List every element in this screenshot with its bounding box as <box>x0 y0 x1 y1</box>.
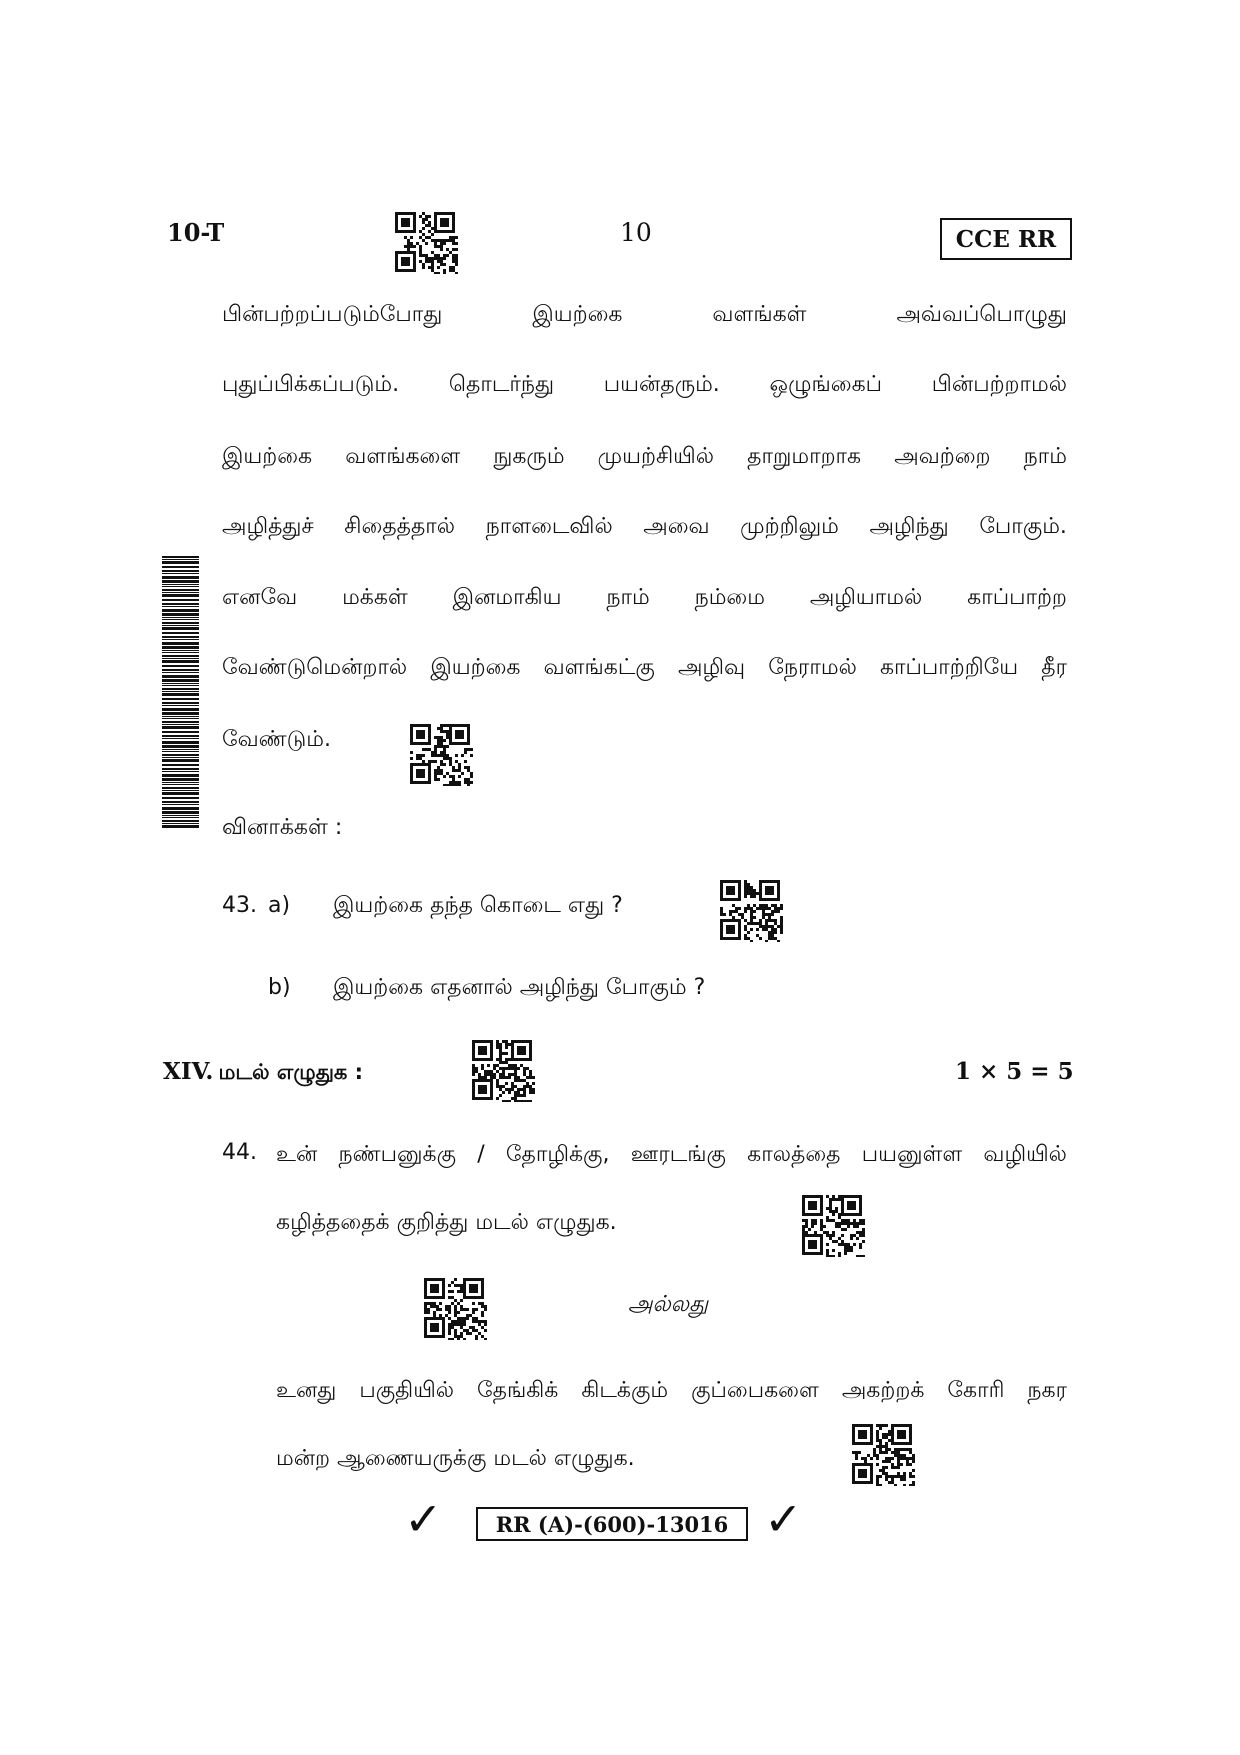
passage-word: நுகரும் <box>493 444 565 469</box>
footer-code: RR (A)-(600)-13016 <box>476 1507 748 1541</box>
passage-word: அவை <box>643 514 710 539</box>
question-word: நண்பனுக்கு <box>338 1142 457 1167</box>
passage-word: இயற்கை <box>430 655 521 680</box>
passage-word: முற்றிலும் <box>740 514 839 539</box>
section-marks: 1 × 5 = 5 <box>955 1058 1074 1085</box>
passage-word: நேராமல் <box>768 655 857 680</box>
passage-word: வளங்களை <box>345 444 461 469</box>
passage-word: தாறுமாறாக <box>747 444 862 469</box>
question-word: குப்பைகளை <box>691 1378 819 1403</box>
section-title: மடல் எழுதுக : <box>218 1060 364 1084</box>
question-43a-text: இயற்கை தந்த கொடை எது ? <box>333 893 623 918</box>
check-mark-icon: ✓ <box>404 1492 443 1546</box>
passage-word: பின்பற்றப்படும்போது <box>222 302 443 327</box>
question-word: தேங்கிக் <box>477 1378 559 1403</box>
question-word: அகற்றக் <box>841 1378 925 1403</box>
passage-word: தீர <box>1041 655 1067 680</box>
questions-heading: வினாக்கள் : <box>222 815 343 840</box>
question-word: / <box>477 1142 485 1167</box>
passage-word: இயற்கை <box>222 444 313 469</box>
qr-code-icon <box>410 724 474 786</box>
passage-word: இயற்கை <box>532 302 623 327</box>
section-numeral: XIV. <box>163 1058 214 1085</box>
question-word: காலத்தை <box>747 1142 841 1167</box>
passage-word: ஒழுங்கைப் <box>769 372 883 397</box>
question-43b-text: இயற்கை எதனால் அழிந்து போகும் ? <box>333 975 706 1000</box>
qr-code-icon <box>720 880 784 942</box>
passage-line <box>222 300 1067 330</box>
question-44-alt-line: மன்ற ஆணையருக்கு மடல் எழுதுக. <box>276 1446 635 1471</box>
paper-code: 10-T <box>167 218 225 247</box>
passage-word: அவற்றை <box>894 444 991 469</box>
passage-word: அழியாமல் <box>809 585 923 610</box>
question-word: உன் <box>276 1142 318 1167</box>
passage-line <box>222 653 1067 683</box>
question-number: 43. <box>222 893 257 918</box>
passage-word: புதுப்பிக்கப்படும். <box>222 372 400 397</box>
passage-word: மக்கள் <box>342 585 408 610</box>
passage-word: தொடர்ந்து <box>448 372 555 397</box>
passage-word: முயற்சியில் <box>597 444 715 469</box>
passage-last-line: வேண்டும். <box>222 727 332 752</box>
passage-word: இனமாகிய <box>452 585 562 610</box>
passage-word: அழித்துச் <box>222 514 314 539</box>
passage-word: அழிவு <box>677 655 746 680</box>
passage-word: நாம் <box>606 585 650 610</box>
question-word: நகர <box>1027 1378 1067 1403</box>
option-label: a) <box>268 893 291 918</box>
passage-word: அவ்வப்பொழுது <box>896 302 1067 327</box>
qr-code-icon <box>395 212 459 274</box>
qr-code-icon <box>852 1424 916 1486</box>
passage-word: வளங்கட்கு <box>543 655 655 680</box>
question-word: ஊரடங்கு <box>630 1142 726 1167</box>
check-mark-icon: ✓ <box>764 1492 803 1546</box>
question-word: உனது <box>276 1378 337 1403</box>
passage-word: வளங்கள் <box>712 302 807 327</box>
question-word: பகுதியில் <box>359 1378 455 1403</box>
question-word: வழியில் <box>983 1142 1067 1167</box>
qr-code-icon <box>424 1278 488 1340</box>
qr-code-icon <box>472 1040 536 1102</box>
passage-word: அழிந்து <box>869 514 949 539</box>
passage-word: காப்பாற்ற <box>967 585 1067 610</box>
or-separator: அல்லது <box>628 1292 709 1317</box>
question-word: தோழிக்கு, <box>505 1142 610 1167</box>
passage-word: எனவே <box>222 585 298 610</box>
question-number: 44. <box>222 1140 257 1165</box>
passage-line <box>222 370 1067 400</box>
passage-word: நாளடைவில் <box>485 514 613 539</box>
qr-code-icon <box>802 1195 866 1257</box>
passage-word: காப்பாற்றியே <box>879 655 1019 680</box>
passage-word: பின்பற்றாமல் <box>931 372 1067 397</box>
passage-word: போகும். <box>979 514 1067 539</box>
barcode-icon <box>162 556 199 828</box>
passage-word: பயன்தரும். <box>603 372 720 397</box>
question-44-line: கழித்ததைக் குறித்து மடல் எழுதுக. <box>276 1210 617 1235</box>
passage-word: வேண்டுமென்றால் <box>222 655 408 680</box>
question-word: கிடக்கும் <box>581 1378 669 1403</box>
question-44-alt-line <box>276 1376 1067 1406</box>
question-44-line <box>276 1140 1067 1170</box>
passage-word: சிதைத்தால் <box>344 514 456 539</box>
question-word: பயனுள்ள <box>861 1142 963 1167</box>
passage-line <box>222 512 1067 542</box>
option-label: b) <box>268 975 291 1000</box>
question-word: கோரி <box>947 1378 1005 1403</box>
passage-word: நம்மை <box>694 585 765 610</box>
passage-word: நாம் <box>1023 444 1067 469</box>
passage-line <box>222 583 1067 613</box>
series-badge: CCE RR <box>940 218 1072 260</box>
passage-line <box>222 442 1067 472</box>
page-number: 10 <box>620 218 652 247</box>
section-heading <box>163 1058 363 1087</box>
